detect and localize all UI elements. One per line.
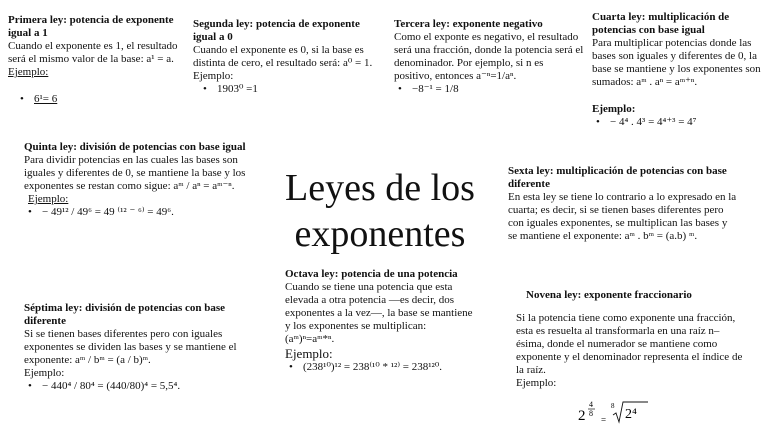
law-1-title: Primera ley: potencia de exponente igual a 1: [8, 14, 174, 39]
law-8-body: Cuando se tiene una potencia que esta elevada a otra potencia —es decir, dos exponentes a la vez—, la base se mantiene y los exponentes se multiplican: (aᵐ)ⁿ=aᵐ*ⁿ.: [285, 281, 473, 345]
law-4-example: • − 4⁴ . 4³ = 4⁴⁺³ = 4⁷: [592, 116, 764, 129]
law-2-example: • 1903⁰ =1: [199, 83, 383, 96]
law-9-example-base: 2: [578, 408, 586, 424]
law-6-body: En esta ley se tiene lo contrario a lo expresado en la cuarta; es decir, si se tienen bases diferentes pero con iguales exponentes, se multiplican las bases y se mantiene el exponente: aᵐ . bᵐ = (a.b) ᵐ.: [508, 191, 737, 242]
law-7-body: Si se tienen bases diferentes pero con iguales exponentes se dividen las bases y se mantiene el exponente: aᵐ / bᵐ = (a / b)ᵐ.: [24, 328, 237, 366]
law-5: [24, 141, 256, 219]
law-9-example-radicand: 2⁴: [625, 407, 637, 422]
law-9-example-equals: =: [601, 415, 607, 425]
law-2-title: Segunda ley: potencia de exponente igual a 0: [193, 18, 360, 43]
law-1-example: • 6¹= 6: [16, 93, 180, 106]
law-3-example: • −8⁻¹ = 1/8: [394, 83, 584, 96]
law-4-example-label: Ejemplo:: [592, 103, 636, 115]
law-4: [592, 11, 764, 129]
law-3-title: Tercera ley: exponente negativo: [394, 18, 543, 30]
law-9-example-den: 8: [589, 409, 593, 418]
law-6: [508, 165, 738, 243]
law-9-title: Novena ley: exponente fraccionario: [526, 289, 692, 301]
law-5-example-label: Ejemplo:: [28, 193, 69, 205]
law-8-example-label: Ejemplo:: [285, 346, 333, 361]
law-4-body: Para multiplicar potencias donde las bases son iguales y diferentes de 0, la base se mantiene y los exponentes son sumados: aᵐ . aⁿ = aᵐ⁺ⁿ.: [592, 37, 761, 88]
law-2: [193, 18, 383, 96]
law-7-example: • − 440⁴ / 80⁴ = (440/80)⁴ = 5,5⁴.: [24, 380, 246, 393]
law-3: [394, 18, 584, 96]
law-3-body: Como el exponte es negativo, el resultado será una fracción, donde la potencia será el denominador. Por ejemplo, si n es positivo, entonces a⁻ⁿ=1/aⁿ.: [394, 31, 584, 82]
law-2-body: Cuando el exponente es 0, si la base es distinta de cero, el resultado será: a⁰ = 1.: [193, 44, 373, 69]
law-7-title: Séptima ley: división de potencias con base diferente: [24, 302, 226, 327]
page-title: Leyes de los exponentes: [285, 167, 475, 255]
law-6-title: Sexta ley: multiplicación de potencias con base diferente: [508, 165, 727, 190]
law-1: [8, 14, 180, 106]
law-7: [24, 302, 246, 393]
law-8-title: Octava ley: potencia de una potencia: [285, 268, 458, 280]
law-9-example-num: 4: [589, 400, 593, 409]
law-1-example-label: Ejemplo:: [8, 66, 49, 78]
law-9-body: Si la potencia tiene como exponente una fracción, esta es resuelta al transformarla en una raíz n–ésima, donde el numerador se mantiene como exponente y el denominador representa el índice de la raíz.: [516, 312, 743, 376]
law-9-example-label: Ejemplo:: [516, 377, 557, 389]
law-1-body: Cuando el exponente es 1, el resultado será el mismo valor de la base: a¹ = a.: [8, 40, 178, 65]
law-5-body: Para dividir potencias en las cuales las bases son iguales y diferentes de 0, se mantiene la base y los exponentes se restan como sigue: aᵐ / aⁿ = aᵐ⁻ⁿ.: [24, 154, 246, 192]
law-9-example-root-index: 8: [611, 402, 615, 410]
law-8-example: • (238¹⁰)¹² = 238⁽¹⁰ * ¹²⁾ = 238¹²⁰.: [285, 361, 477, 374]
law-2-example-label: Ejemplo:: [193, 70, 234, 82]
law-5-example: • − 49¹² / 49⁶ = 49 ⁽¹² ⁻ ⁶⁾ = 49⁶.: [24, 206, 256, 219]
law-9-example-formula: [576, 398, 676, 430]
law-8: [285, 268, 477, 374]
law-4-title: Cuarta ley: multiplicación de potencias con base igual: [592, 11, 730, 36]
law-9: [516, 289, 744, 390]
law-7-example-label: Ejemplo:: [24, 367, 65, 379]
law-5-title: Quinta ley: división de potencias con base igual: [24, 141, 246, 153]
